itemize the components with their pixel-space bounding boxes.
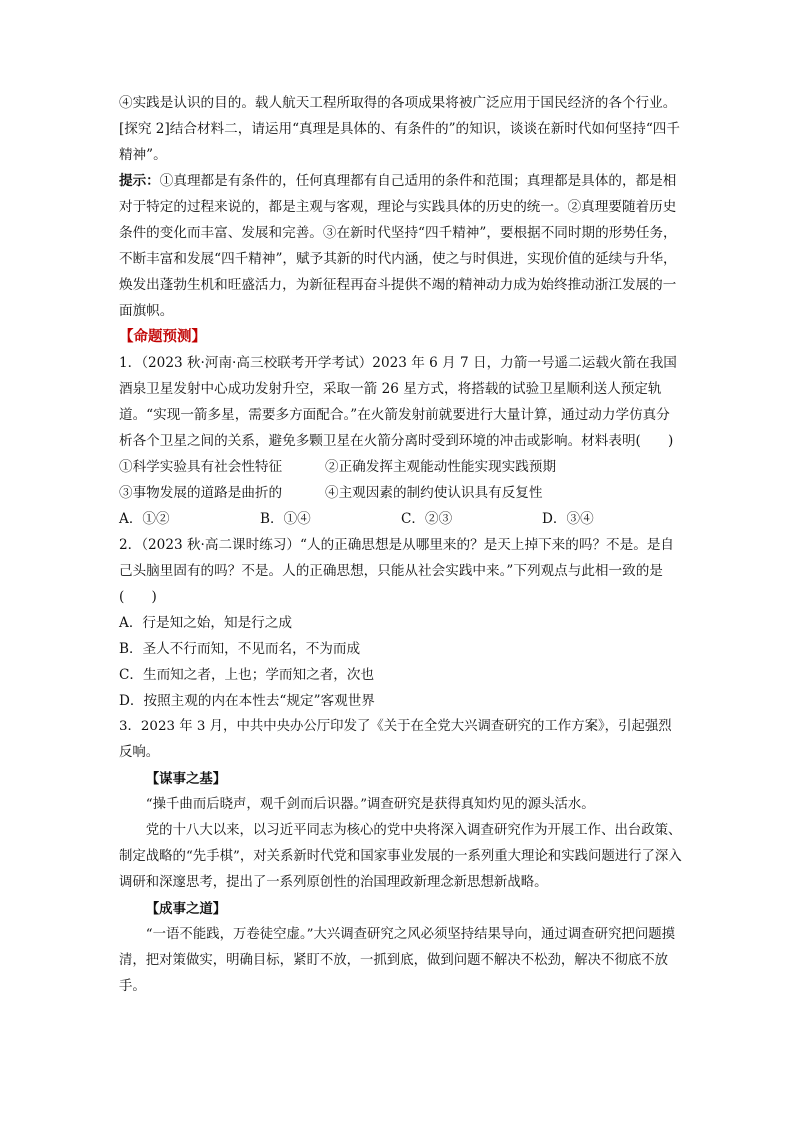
- section-title: 【命题预测】: [119, 328, 206, 345]
- explore-2-paragraph: [119, 116, 683, 168]
- question-2-option-c: C．生而知之者，上也；学而知之者，次也: [119, 667, 375, 683]
- statement-1: ①科学实验具有社会性特征: [119, 459, 283, 475]
- hint-text: ①真理都是有条件的，任何真理都有自己适用的条件和范围；真理都是具体的，都是相对于特定的过程来说的，都是主观与客观，理论与实践具体的历史的统一。②真理要随着历史条件的变化而丰富、发展和完善。③在新时代坚持“四千精神”，要根据不同时期的形势任务，不断丰富和发展“四千精神”，赋予其新的时代内涵，使之与时俱进，实现价值的延续与升华，焕发出蓬勃生机和旺盛活力，为新征程再奋斗提供不竭的精神动力成为始终推动浙江发展的一面旗帜。: [119, 173, 677, 319]
- option-c: C．②③: [401, 511, 453, 527]
- document-content: [119, 90, 683, 1000]
- option-d: D．③④: [542, 511, 594, 527]
- question-2-option-a: A．行是知之始，知是行之成: [119, 615, 292, 631]
- statement-3: ③事物发展的道路是曲折的: [119, 485, 283, 501]
- explore-2-label: [探究 2]: [119, 121, 170, 137]
- question-3-sub1-paragraph-1: “操千曲而后晓声，观千剑而后识器。”调查研究是获得真知灼见的源头活水。: [145, 797, 595, 812]
- question-1-stem: 1．（2023 秋·河南·高三校联考开学考试）2023 年 6 月 7 日，力箭一号遥二运载火箭在我国酒泉卫星发射中心成功发射升空，采取一箭 26 星方式，将搭载的试验卫星顺利送人预定轨道。“实现一箭多星，需要多方面配合。”在火箭发射前就要进行大量计算，通过动力学仿真分析各个卫星之间的关系，避免多颗卫星在火箭分离时受到环境的冲击或影响。材料表明( ): [119, 355, 677, 449]
- hint-label: 提示：: [119, 173, 160, 189]
- question-2-option-b: B．圣人不行而知，不见而名，不为而成: [119, 641, 361, 657]
- question-3-block: [119, 714, 683, 1000]
- option-a: A．①②: [119, 511, 170, 527]
- explore-2-text: 结合材料二，请运用“真理是具体的、有条件的”的知识，谈谈在新时代如何坚持“四千精神”。: [119, 121, 680, 163]
- statement-2: ②正确发挥主观能动性能实现实践预期: [325, 459, 557, 475]
- question-3-subtitle-1: 【谋事之基】: [145, 771, 227, 787]
- question-3-subtitle-2: 【成事之道】: [145, 901, 227, 917]
- question-1-statements-row-2: [119, 480, 683, 506]
- question-3-sub2-paragraph-1: “一语不能践，万卷徒空虚。”大兴调查研究之风必须坚持结果导向，通过调查研究把问题摸清，把对策做实，明确目标，紧盯不放，一抓到底，做到问题不解决不松劲，解决不彻底不放手。: [119, 927, 676, 994]
- question-3-sub1-paragraph-2: 党的十八大以来，以习近平同志为核心的党中央将深入调查研究作为开展工作、出台政策、制定战略的“先手棋”，对关系新时代党和国家事业发展的一系列重大理论和实践问题进行了深入调研和深邃思考，提出了一系列原创性的治国理政新理念新思想新战略。: [119, 823, 682, 890]
- option-b: B．①④: [260, 511, 311, 527]
- hint-paragraph: [119, 168, 683, 324]
- question-1-options: [119, 506, 683, 532]
- question-2-option-d: D．按照主观的内在本性去“规定”客观世界: [119, 693, 375, 709]
- statement-4: ④主观因素的制约使认识具有反复性: [325, 485, 543, 501]
- question-3-stem: 3．2023 年 3 月，中共中央办公厅印发了《关于在全党大兴调查研究的工作方案》，引起强烈反响。: [119, 719, 672, 760]
- question-2-stem: 2．（2023 秋·高二课时练习）“人的正确思想是从哪里来的？是天上掉下来的吗？不是。是自己头脑里固有的吗？不是。人的正确思想，只能从社会实践中来。”下列观点与此相一致的是( ): [119, 537, 675, 605]
- question-1-statements-row-1: [119, 454, 683, 480]
- point-4-paragraph: ④实践是认识的目的。载人航天工程所取得的各项成果将被广泛应用于国民经济的各个行业。: [119, 95, 677, 111]
